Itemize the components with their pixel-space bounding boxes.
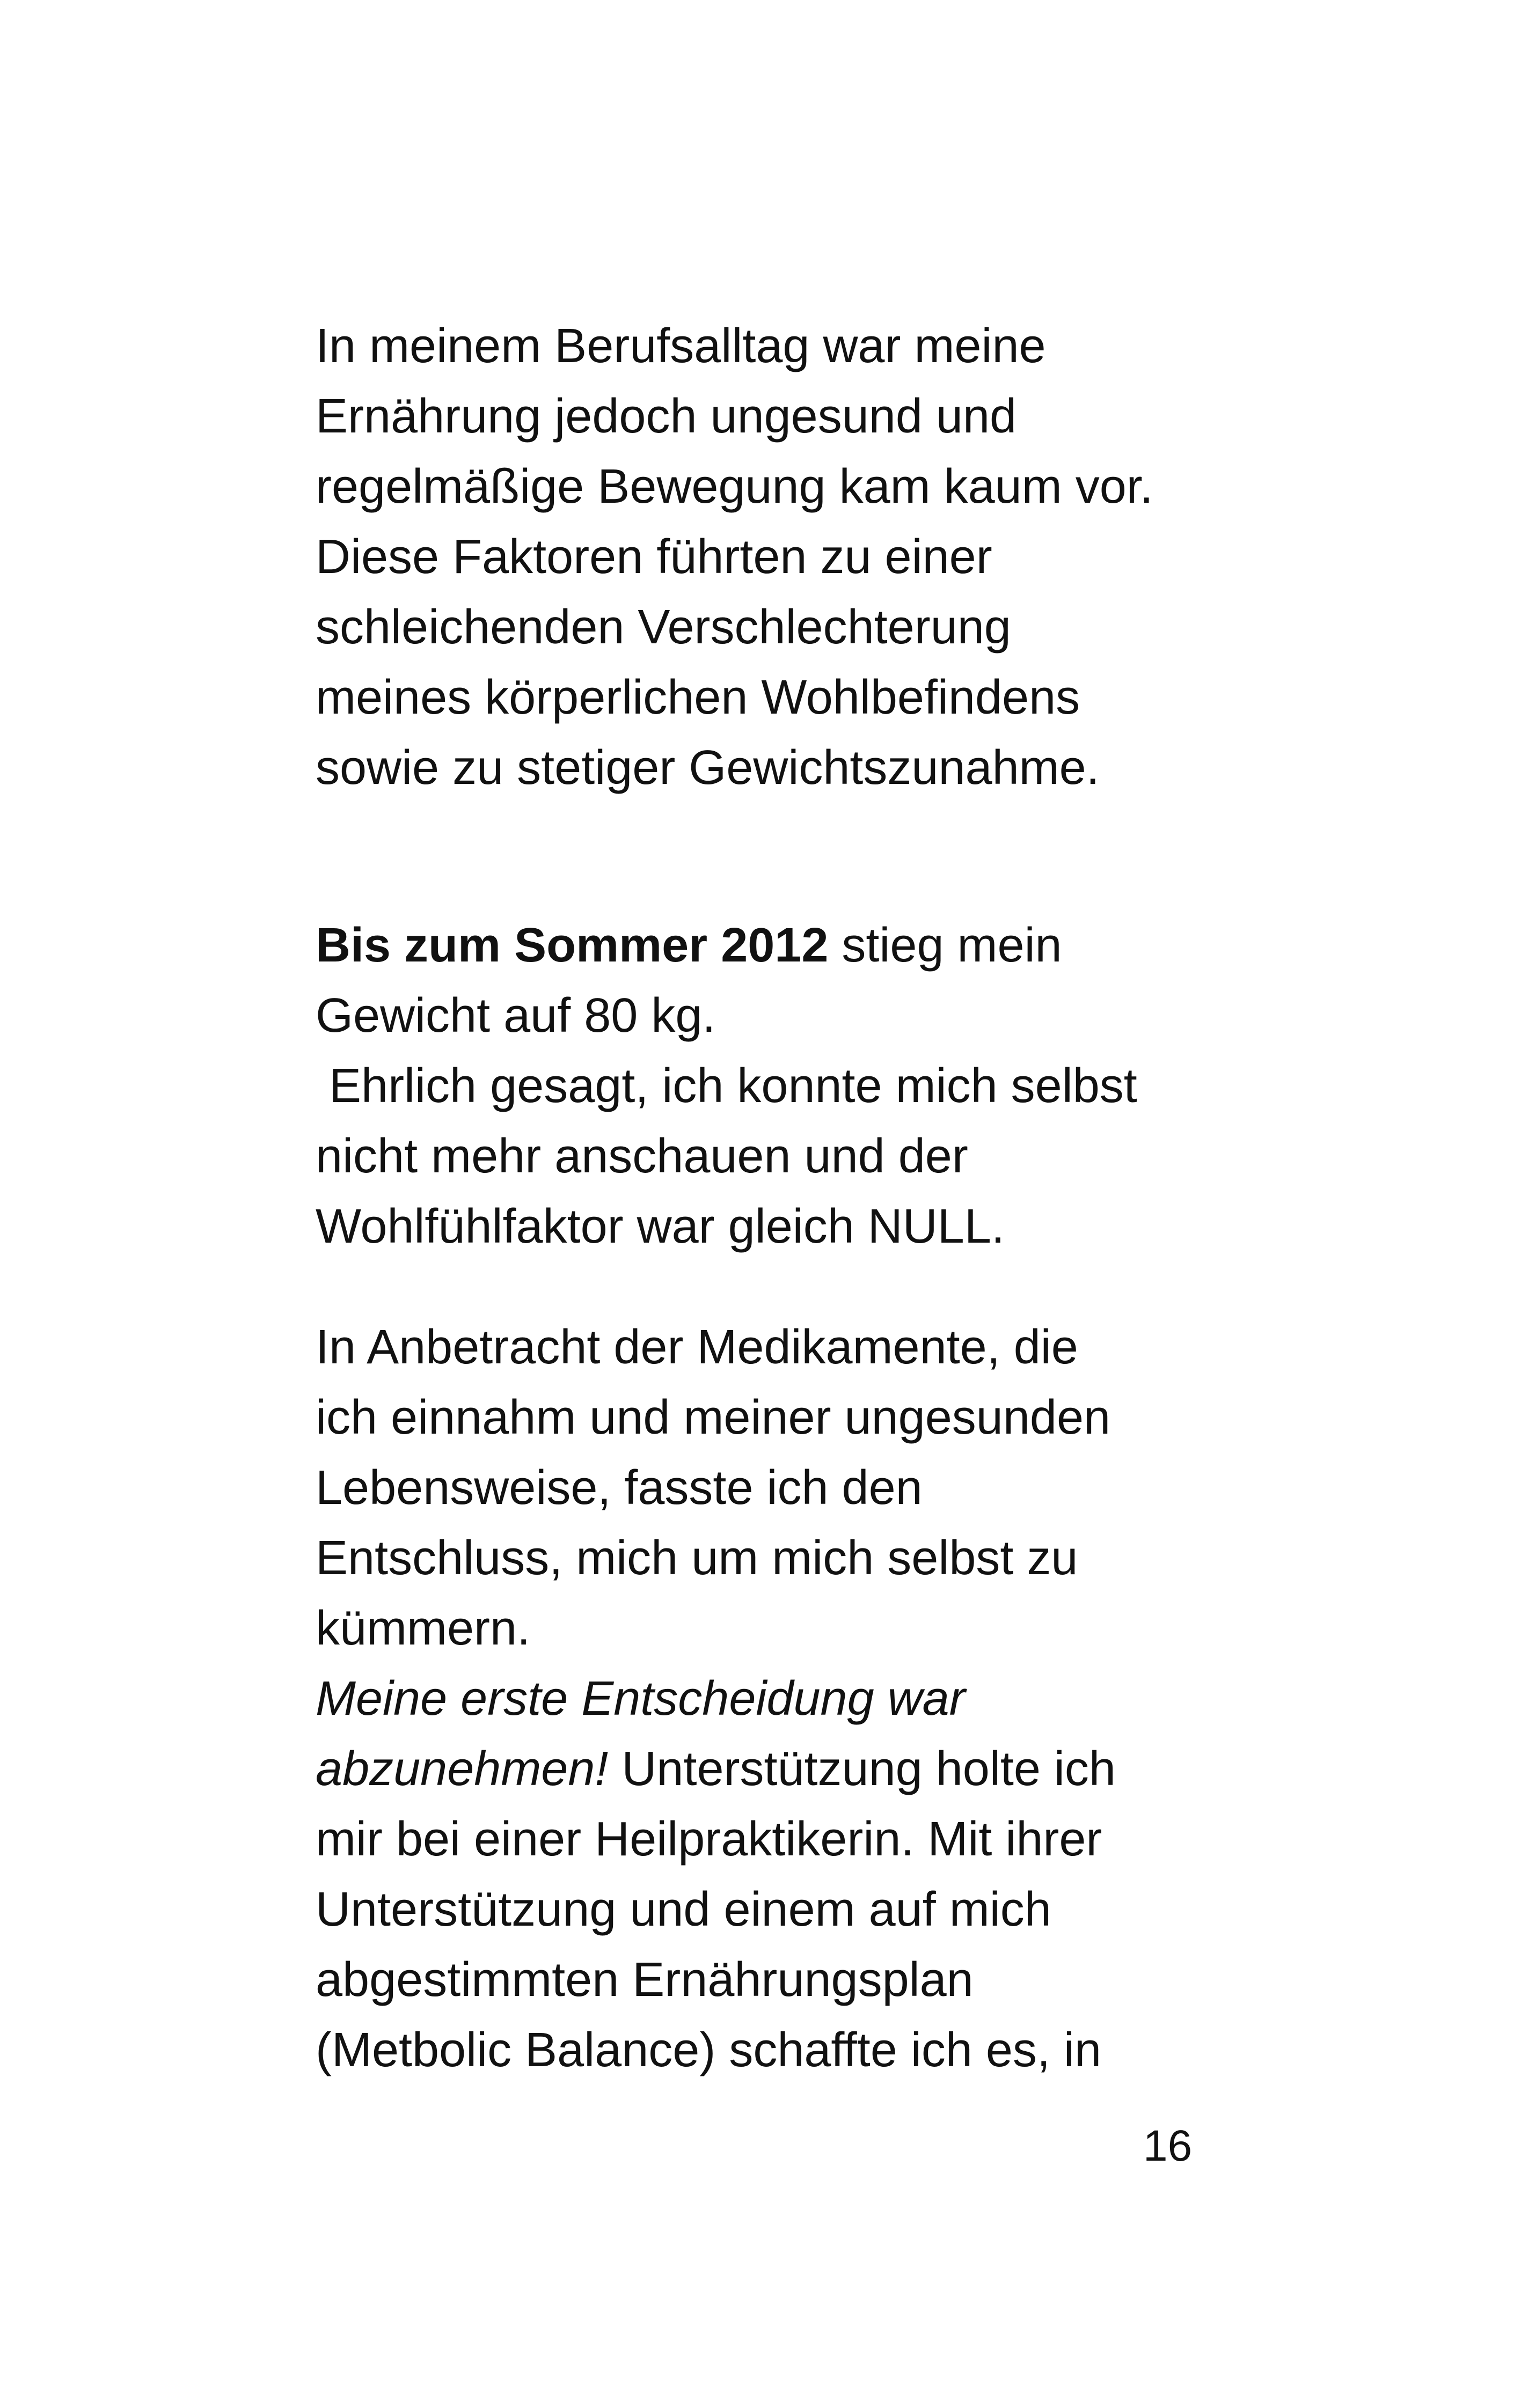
italic-line: Meine erste Entscheidung war (316, 1672, 966, 1726)
text-line: ich einnahm und meiner ungesunden (316, 1391, 1111, 1444)
bold-phrase: Bis zum Sommer 2012 (316, 919, 829, 972)
text-line: abgestimmten Ernährungsplan (316, 1953, 974, 2007)
page-text (316, 311, 1239, 2086)
text-line: Ehrlich gesagt, ich konnte mich selbst (316, 1059, 1137, 1113)
text-line: sowie zu stetiger Gewichtszunahme. (316, 741, 1100, 795)
italic-phrase: abzunehmen! (316, 1742, 609, 1796)
text-fragment: stieg mein (828, 919, 1062, 972)
text-line: Lebensweise, fasste ich den (316, 1461, 923, 1515)
text-fragment: Unterstützung holte ich (608, 1742, 1116, 1796)
text-line: Wohlfühlfaktor war gleich NULL. (316, 1200, 1005, 1253)
text-line: Diese Faktoren führten zu einer (316, 530, 992, 584)
text-line: Ernährung jedoch ungesund und (316, 390, 1017, 443)
text-line: Unterstützung und einem auf mich (316, 1883, 1051, 1936)
paragraph-spacer (316, 1262, 1239, 1312)
text-line: regelmäßige Bewegung kam kaum vor. (316, 460, 1153, 513)
text-line: mir bei einer Heilpraktikerin. Mit ihrer (316, 1812, 1102, 1866)
paragraph-work-life (316, 311, 1239, 803)
text-line (316, 911, 1239, 981)
page-number: 16 (1143, 2121, 1193, 2170)
text-line: kümmern. (316, 1602, 531, 1655)
text-line (316, 1734, 1239, 1804)
text-line: meines körperlichen Wohlbefindens (316, 671, 1080, 724)
text-line: nicht mehr anschauen und der (316, 1129, 968, 1183)
paragraph-spacer (316, 803, 1239, 911)
paragraph-weight (316, 911, 1239, 1262)
text-line: Entschluss, mich um mich selbst zu (316, 1531, 1078, 1585)
text-line: (Metbolic Balance) schaffte ich es, in (316, 2023, 1102, 2077)
text-line: In meinem Berufsalltag war meine (316, 319, 1046, 373)
text-line: Gewicht auf 80 kg. (316, 989, 716, 1043)
text-line: In Anbetracht der Medikamente, die (316, 1320, 1078, 1374)
paragraph-decision (316, 1312, 1239, 2086)
text-line: schleichenden Verschlechterung (316, 600, 1011, 654)
